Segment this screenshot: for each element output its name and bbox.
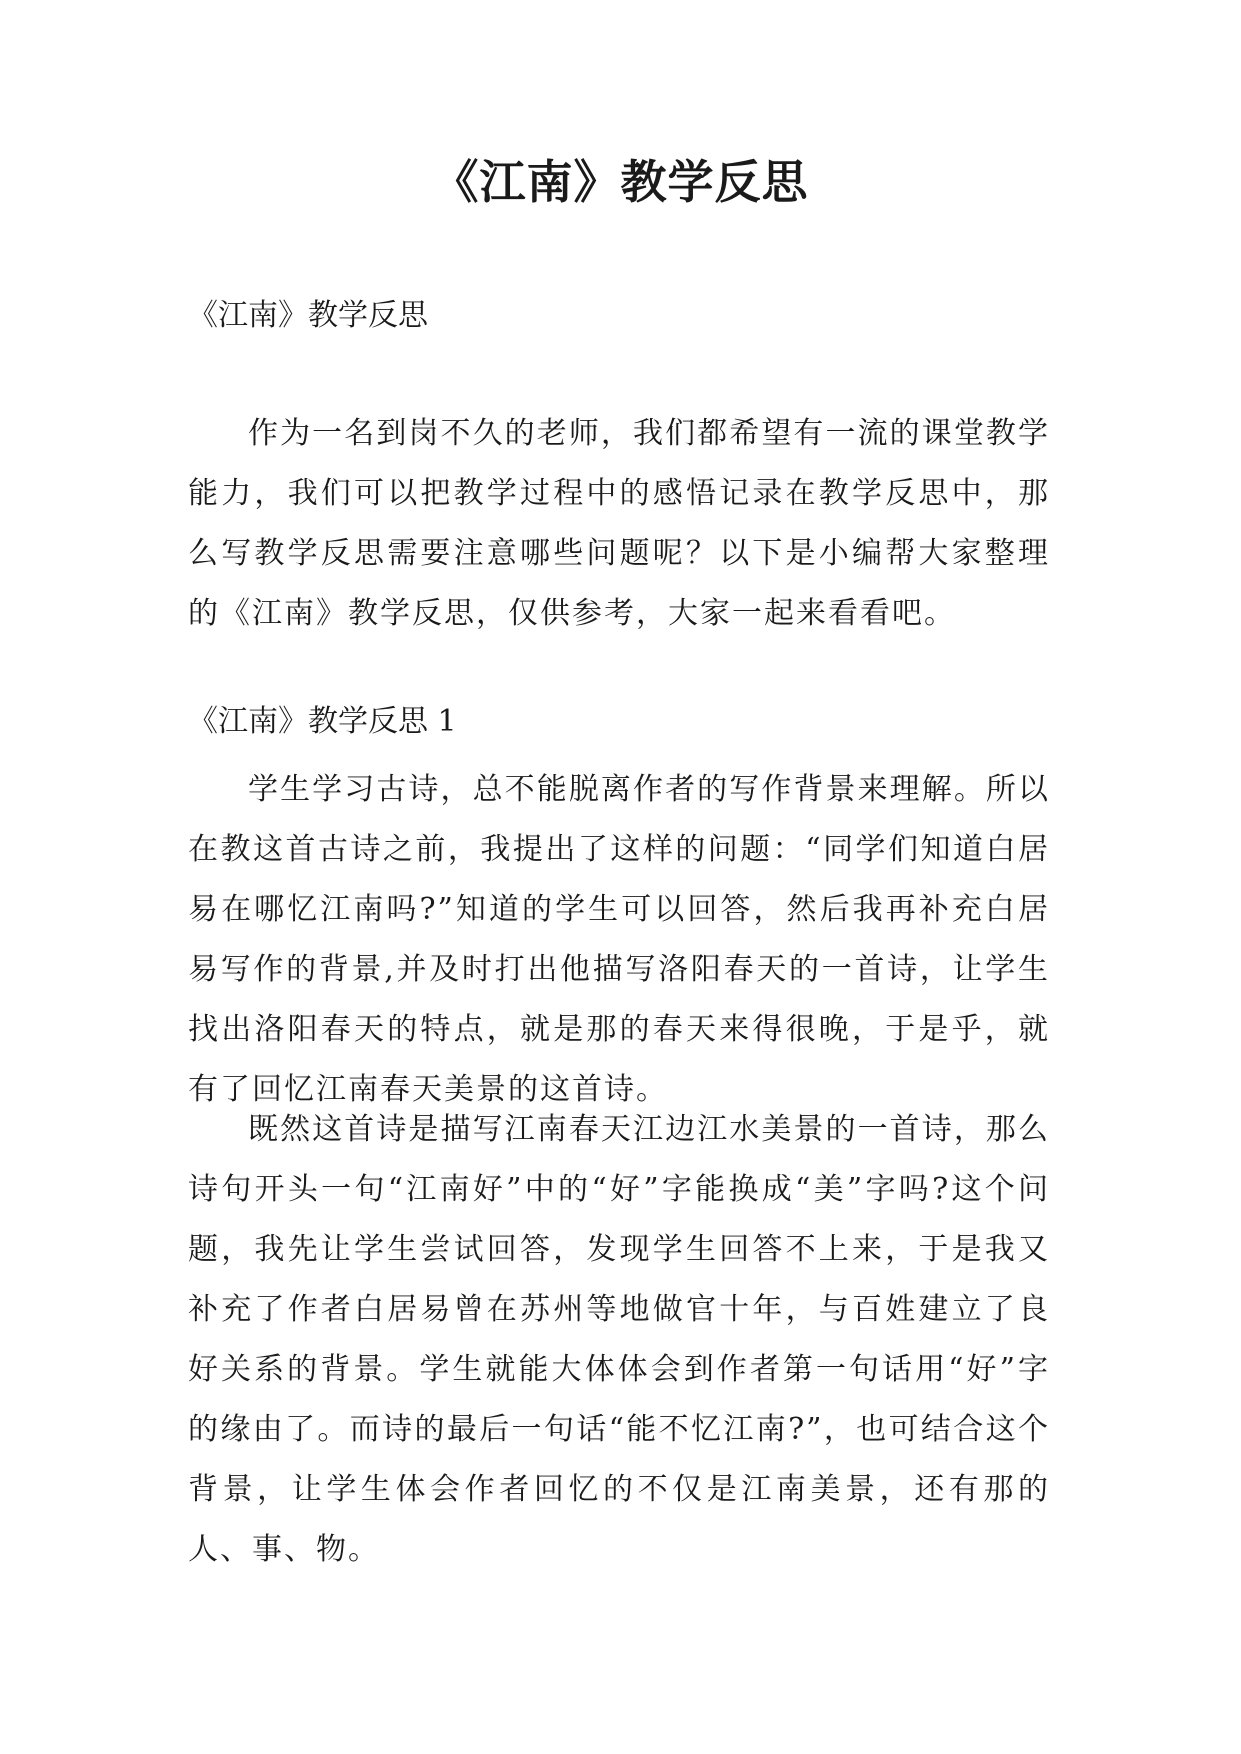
section-1-paragraph-2: 既然这首诗是描写江南春天江边江水美景的一首诗，那么诗句开头一句“江南好”中的“好”字能换成“美”字吗?这个问题，我先让学生尝试回答，发现学生回答不上来，于是我又补充了作者白居易曾在苏州等地做官十年，与百姓建立了良好关系的背景。学生就能大体体会到作者第一句话用“好”字的缘由了。而诗的最后一句话“能不忆江南?”，也可结合这个背景，让学生体会作者回忆的不仅是江南美景，还有那的人、事、物。: [188, 1112, 1050, 1567]
intro-paragraph: 作为一名到岗不久的老师，我们都希望有一流的课堂教学能力，我们可以把教学过程中的感悟记录在教学反思中，那么写教学反思需要注意哪些问题呢？以下是小编帮大家整理的《江南》教学反思，仅供参考，大家一起来看看吧。: [188, 416, 1050, 631]
document-subheading: 《江南》教学反思: [188, 298, 428, 333]
section-1-heading: 《江南》教学反思 1: [188, 704, 457, 739]
document-title: 《江南》教学反思: [432, 155, 809, 209]
section-1-paragraph-1: 学生学习古诗，总不能脱离作者的写作背景来理解。所以在教这首古诗之前，我提出了这样的问题：“同学们知道白居易在哪忆江南吗?”知道的学生可以回答，然后我再补充白居易写作的背景,并及时打出他描写洛阳春天的一首诗，让学生找出洛阳春天的特点，就是那的春天来得很晚，于是乎，就有了回忆江南春天美景的这首诗。: [188, 772, 1050, 1107]
